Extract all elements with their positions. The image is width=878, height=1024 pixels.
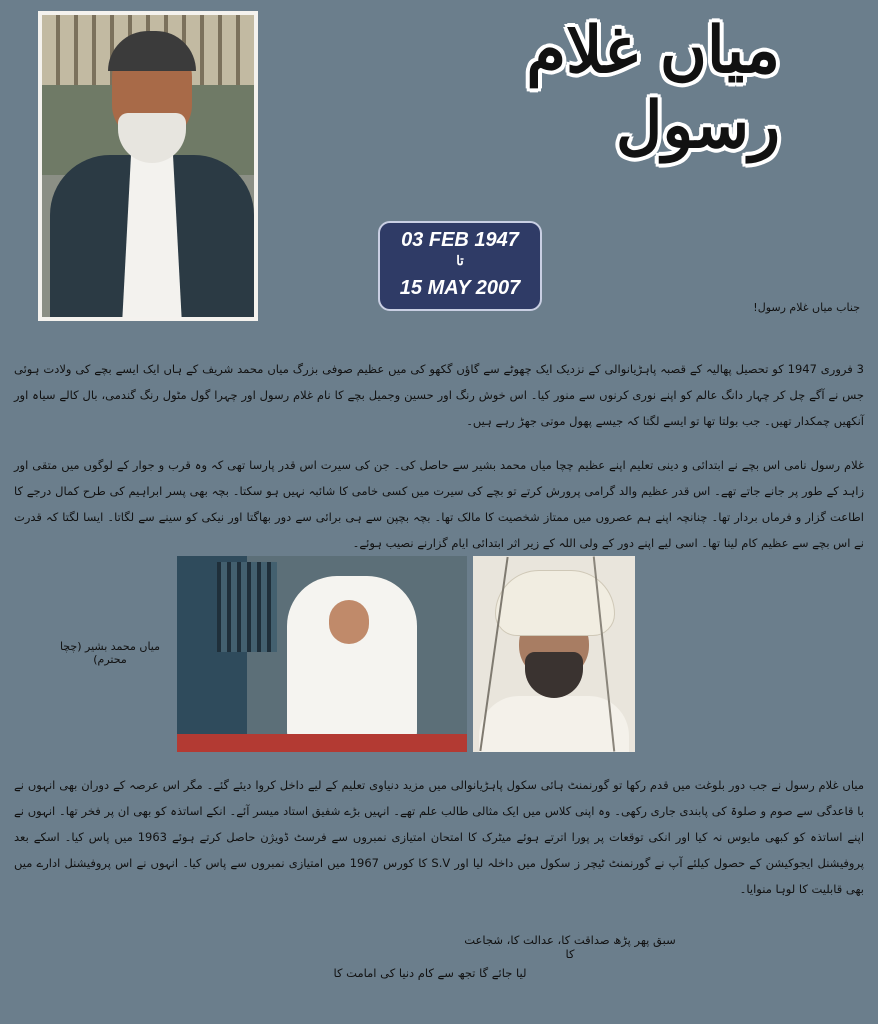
paragraph-early-education: غلام رسول نامی اس بچے نے ابتدائی و دینی تعلیم اپنے عظیم چچا میاں محمد بشیر سے حاصل کی۔ جن کی سیرت اس قدر پارسا تھی کہ وہ قرب و جوار کے لوگوں میں متقی اور زاہد کے طور پر جانے جاتے تھے۔ اس قدر عظیم والد گرامی پرورش کرتے تو بچے کی سیرت میں کسی خامی کا شائبہ نہیں ہو سکتا۔ بچہ بھی پسر ابراہیم کی طرح کمال درجے کا اطاعت گزار و فرماں بردار تھا۔ چنانچہ اپنے ہم عصروں میں ممتاز شخصیت کا مالک تھا۔ بچہ بچپن سے ہی برائی سے دور بھاگتا اور نیکی کو سینے سے لگاتا۔ ایسا لگتا کہ قدرت نے اس بچے سے عظیم کام لینا تھا۔ اسی لیے اپنے دور کے ولی اللہ کے زیر اثر ابتدائی ایام گزارنے نصیب ہوئے۔ [14,458,864,550]
page-title: میاں غلام رسول [526,13,780,163]
date-separator: تا [456,253,464,268]
birth-date: 03 FEB 1947 [401,229,519,251]
poem-line-1: سبق پھر پڑھ صداقت کا، عدالت کا، شجاعت کا [464,933,676,961]
death-date: 15 MAY 2007 [399,277,521,299]
poem-line-2: لیا جائے گا تجھ سے کام دنیا کی امامت کا [333,966,527,980]
salutation: جناب میاں غلام رسول! [753,301,860,314]
portrait-photo [38,11,258,321]
paragraph-birth: 3 فروری 1947 کو تحصیل پھالیہ کے قصبہ پاہڑیانوالی کے نزدیک ایک چھوٹے سے گاؤں گکھو کی میں عظیم صوفی بزرگ میاں محمد شریف کے ہاں ایک ایسے بچے کی ولادت ہوئی جس نے آگے چل کر چہار دانگ عالم کو اپنے نوری کرنوں سے منور کیا۔ اس خوش رنگ اور حسین وجمیل بچے کا نام غلام رسول اور چہرا گول مٹول رنگ گندمی، بال کالے سیاہ اور آنکھیں چمکدار تھیں۔ جب بولتا تھا تو ایسے لگتا کہ جیسے پھول موتی جھڑ رہے ہیں۔ [14,362,864,428]
uncle-seated-photo [177,556,467,752]
photo-caption: میاں محمد بشیر (چچا محترم) [59,640,161,666]
uncle-portrait-photo [473,556,635,752]
paragraph-schooling: میاں غلام رسول نے جب دور بلوغت میں قدم رکھا تو گورنمنٹ ہائی سکول پاہڑیانوالی میں مزید دنیاوی تعلیم کے لیے داخل کروا دیئے گئے۔ مگر اس عرصہ کے دوران بھی انہوں نے با قاعدگی سے صوم و صلوۃ کی پابندی جاری رکھی۔ وہ اپنی کلاس میں ایک مثالی طالب علم تھے۔ انہیں بڑے شفیق استاد میسر آئے۔ انکے اساتذہ کو بھی ان پر فخر تھا۔ انہوں نے اپنے اساتذہ کو کبھی مایوس نہ کیا اور انکی توقعات پر پورا اترتے ہوئے میٹرک کا امتحان امتیازی نمبروں سے فرسٹ ڈویژن حاصل کرتے ہوئے 1963 میں پاس کیا۔ اسکے بعد پروفیشنل ایجوکیشن کے حصول کیلئے آپ نے گورنمنٹ ٹیچر ز سکول میں داخلہ لیا اور S.V کا کورس 1967 میں امتیازی نمبروں سے پاس کیا۔ انہوں نے اس پروفیشنل ادارے میں بھی قابلیت کا لوہا منوایا۔ [14,778,865,896]
date-range-box [378,221,542,311]
